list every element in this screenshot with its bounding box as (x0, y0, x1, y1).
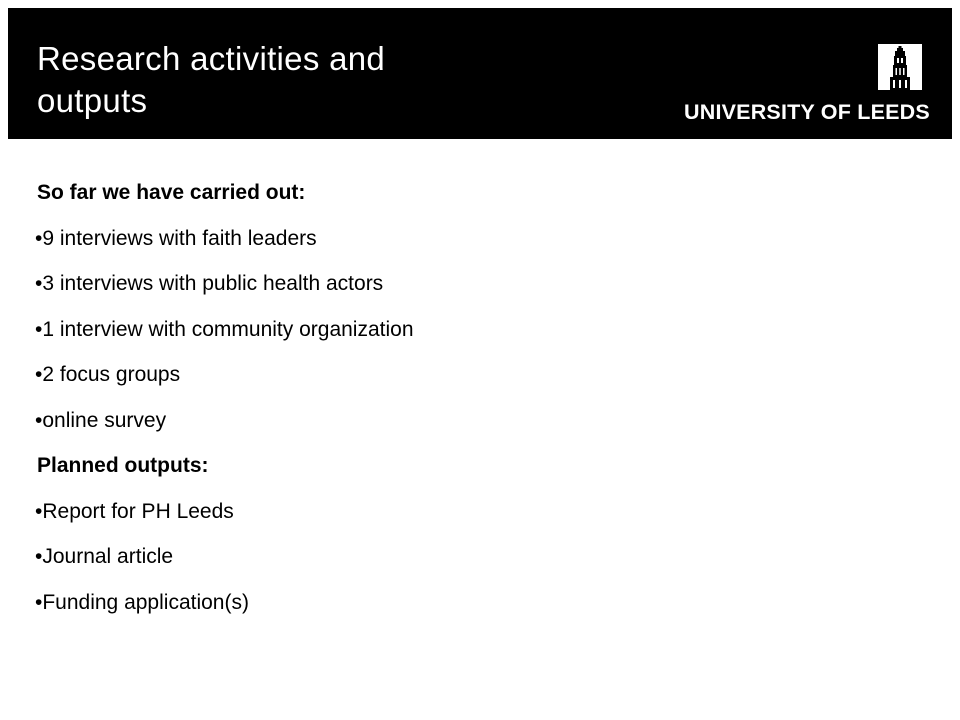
list-item: •Funding application(s) (35, 590, 249, 614)
university-logo (684, 44, 928, 124)
list-item: •9 interviews with faith leaders (35, 226, 317, 250)
list-item: •Report for PH Leeds (35, 499, 234, 523)
title-line-2: outputs (37, 82, 148, 119)
list-item: •3 interviews with public health actors (35, 272, 384, 295)
parkinson-tower-icon (878, 44, 922, 90)
list-item: •online survey (35, 408, 167, 432)
slide-body (37, 170, 917, 625)
slide-header (8, 8, 952, 139)
slide-title (37, 38, 477, 122)
list-item: •2 focus groups (35, 363, 181, 386)
list-item: •Journal article (35, 545, 174, 568)
section-heading-outputs: Planned outputs: (37, 454, 209, 477)
logo-wordmark: UNIVERSITY OF LEEDS (684, 100, 930, 124)
section-heading-activities: So far we have carried out: (37, 181, 306, 204)
list-item: •1 interview with community organization (35, 317, 414, 341)
title-line-1: Research activities and (37, 40, 386, 77)
